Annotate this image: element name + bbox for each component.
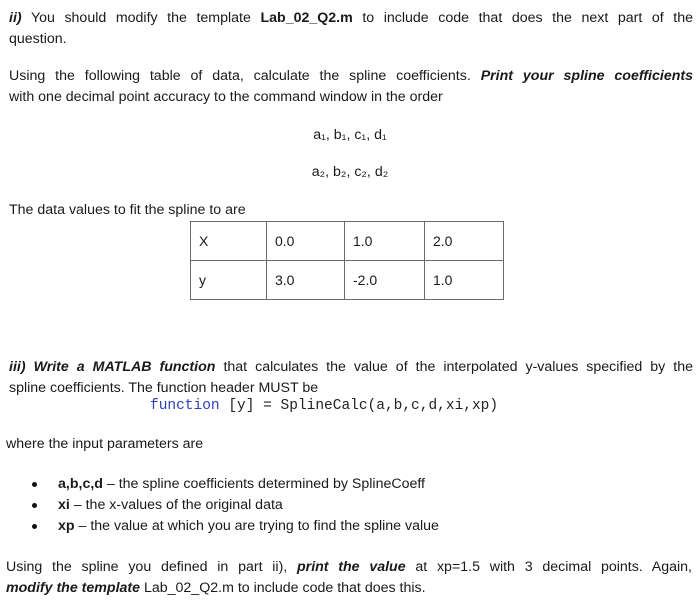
param-term: a,b,c,d (58, 476, 103, 492)
table-cell: 3.0 (267, 261, 345, 300)
final-pre: Using the spline you defined in part ii), (6, 559, 288, 575)
part-iii-number: iii) (9, 359, 26, 375)
data-table (190, 221, 504, 300)
instruction-line2: with one decimal point accuracy to the command window in the order (9, 89, 443, 105)
coefficient-order-row2: a₂, b₂, c₂, d₂ (311, 164, 389, 180)
final-emphasis-2: modify the template (6, 580, 141, 596)
bullet-icon (32, 524, 37, 529)
part-ii-line2: question. (9, 31, 67, 47)
instruction-text: Using the following table of data, calculate the spline coefficients. (9, 68, 471, 84)
final-line2 (6, 578, 690, 599)
part-ii-line1-pre: You should modify the template (30, 10, 251, 26)
final-line1 (6, 557, 692, 578)
where-text: where the input parameters are (6, 436, 204, 452)
table-cell: 2.0 (425, 222, 504, 261)
list-item (30, 495, 439, 516)
template-filename: Lab_02_Q2.m (260, 10, 353, 26)
bullet-icon (32, 503, 37, 508)
function-header-code (150, 398, 498, 414)
data-intro: The data values to fit the spline to are (9, 202, 246, 218)
final-mid: at xp=1.5 with 3 decimal points. Again, (415, 559, 692, 575)
part-ii-line1-post: to include code that does the next part of the (362, 10, 693, 26)
part-iii-line1-rest: that calculates the value of the interpolated y-values specified by the (223, 359, 693, 375)
param-term: xi (58, 497, 70, 513)
coefficient-order-row1: a₁, b₁, c₁, d₁ (313, 127, 387, 143)
list-item (30, 474, 439, 495)
table-cell: 1.0 (425, 261, 504, 300)
part-ii-line1 (9, 8, 693, 29)
table-row (191, 261, 504, 300)
parameter-list (30, 474, 439, 537)
param-desc: – the value at which you are trying to find the spline value (74, 518, 439, 534)
instruction-emphasis: Print your spline coefficients (480, 68, 693, 84)
param-desc: – the x-values of the original data (69, 497, 283, 513)
list-item (30, 516, 439, 537)
param-term: xp (58, 518, 75, 534)
bullet-icon (32, 482, 37, 487)
table-cell: X (191, 222, 267, 261)
table-cell: 0.0 (267, 222, 345, 261)
table-row (191, 222, 504, 261)
table-cell: -2.0 (345, 261, 425, 300)
part-ii-instruction (9, 66, 693, 87)
code-signature: [y] = SplineCalc(a,b,c,d,xi,xp) (219, 398, 499, 414)
final-emphasis: print the value (297, 559, 406, 575)
table-cell: y (191, 261, 267, 300)
part-ii-number: ii) (9, 10, 22, 26)
part-iii-line2: spline coefficients. The function header MUST be (9, 380, 319, 396)
param-desc: – the spline coefficients determined by SplineCoeff (102, 476, 425, 492)
final-end: Lab_02_Q2.m to include code that does this. (143, 580, 426, 596)
part-iii-line1 (9, 357, 693, 378)
table-cell: 1.0 (345, 222, 425, 261)
part-iii-emphasis: Write a MATLAB function (33, 359, 216, 375)
code-keyword: function (150, 398, 220, 414)
